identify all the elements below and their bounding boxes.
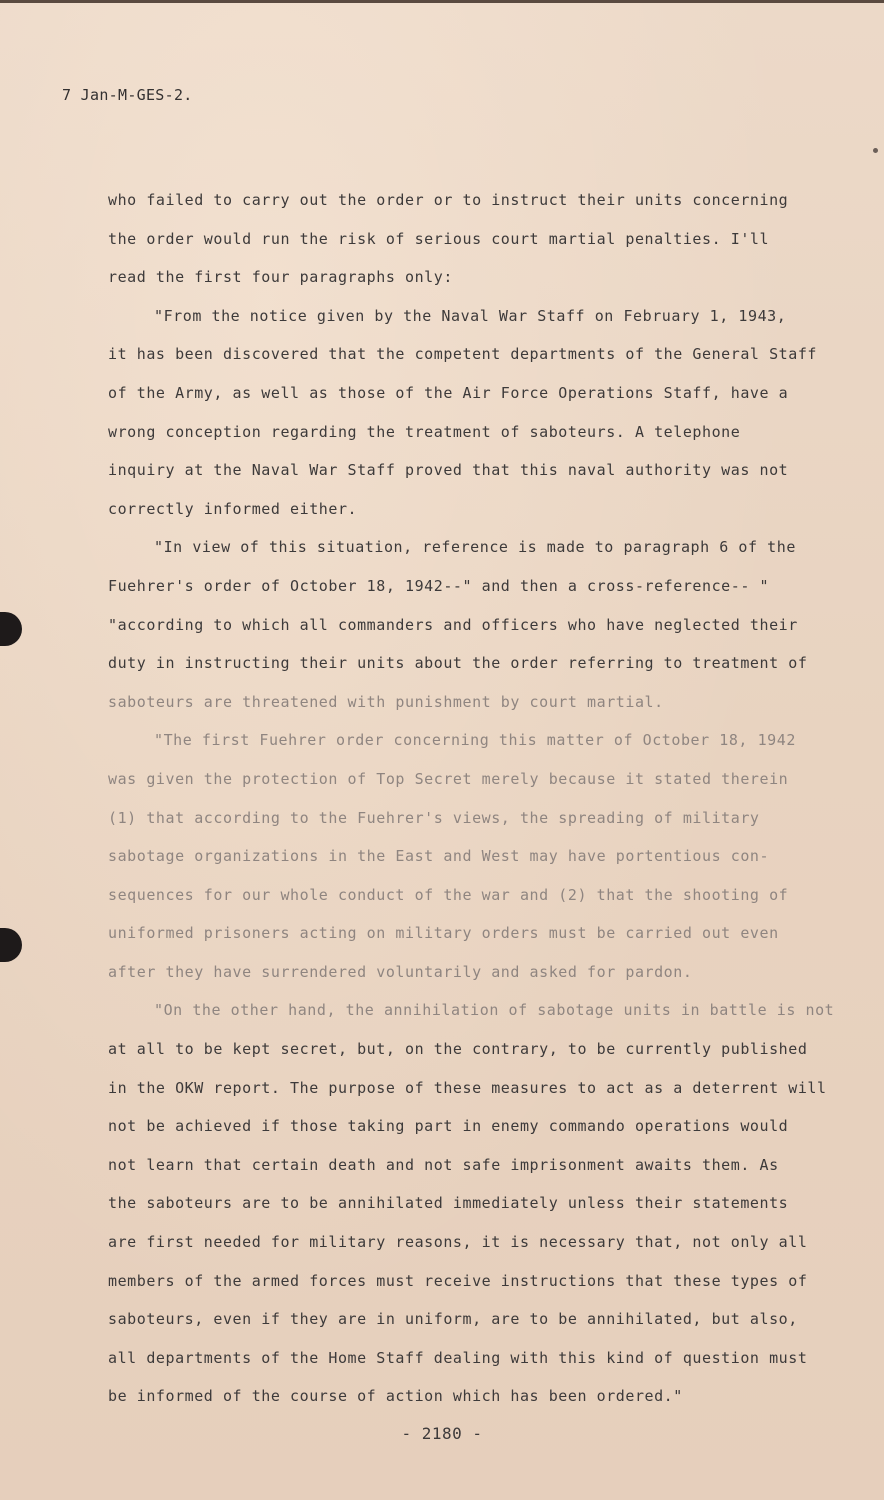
text-line: Fuehrer's order of October 18, 1942--" and then a cross-reference-- "	[108, 576, 770, 595]
punch-hole-lower	[0, 928, 22, 962]
text-line: sequences for our whole conduct of the war and (2) that the shooting of	[108, 885, 789, 904]
text-line: all departments of the Home Staff dealing with this kind of question must	[108, 1348, 808, 1367]
text-line: uniformed prisoners acting on military orders must be carried out even	[108, 924, 779, 943]
text-line: correctly informed either.	[108, 499, 358, 518]
text-line: the order would run the risk of serious court martial penalties. I'll	[108, 229, 770, 248]
document-reference-code: 7 Jan-M-GES-2.	[62, 86, 193, 104]
text-line: at all to be kept secret, but, on the contrary, to be currently published	[108, 1040, 808, 1059]
text-line: are first needed for military reasons, it is necessary that, not only all	[108, 1233, 808, 1252]
text-line: saboteurs are threatened with punishment by court martial.	[108, 692, 664, 711]
page-top-edge	[0, 0, 884, 3]
text-line: not learn that certain death and not safe imprisonment awaits them. As	[108, 1155, 779, 1174]
text-line: of the Army, as well as those of the Air Force Operations Staff, have a	[108, 383, 789, 402]
text-line: was given the protection of Top Secret merely because it stated therein	[108, 769, 789, 788]
text-line: members of the armed forces must receive instructions that these types of	[108, 1271, 808, 1290]
text-line: inquiry at the Naval War Staff proved that this naval authority was not	[108, 461, 789, 480]
text-line: "according to which all commanders and officers who have neglected their	[108, 615, 798, 634]
text-line: duty in instructing their units about the order referring to treatment of	[108, 654, 808, 673]
page-number: - 2180 -	[401, 1424, 483, 1443]
text-line: not be achieved if those taking part in enemy commando operations would	[108, 1117, 789, 1136]
text-line: "In view of this situation, reference is made to paragraph 6 of the	[154, 538, 796, 557]
text-line: in the OKW report. The purpose of these measures to act as a deterrent will	[108, 1078, 827, 1097]
text-line: sabotage organizations in the East and West may have portentious con-	[108, 847, 770, 866]
text-line: read the first four paragraphs only:	[108, 268, 453, 287]
text-line: be informed of the course of action which has been ordered."	[108, 1387, 683, 1406]
text-line: saboteurs, even if they are in uniform, are to be annihilated, but also,	[108, 1310, 798, 1329]
text-line: after they have surrendered voluntarily and asked for pardon.	[108, 962, 693, 981]
text-line: "The first Fuehrer order concerning this matter of October 18, 1942	[154, 731, 796, 750]
text-line: who failed to carry out the order or to instruct their units concerning	[108, 191, 789, 209]
text-line: it has been discovered that the competent departments of the General Staff	[108, 345, 817, 364]
text-line: (1) that according to the Fuehrer's views, the spreading of military	[108, 808, 760, 827]
document-body	[108, 181, 835, 1416]
text-line: "From the notice given by the Naval War Staff on February 1, 1943,	[154, 306, 787, 325]
punch-hole-upper	[0, 612, 22, 646]
paper-speck	[873, 148, 878, 153]
text-line: "On the other hand, the annihilation of sabotage units in battle is not	[154, 1001, 835, 1020]
text-line: wrong conception regarding the treatment of saboteurs. A telephone	[108, 422, 741, 441]
text-line: the saboteurs are to be annihilated immediately unless their statements	[108, 1194, 789, 1213]
